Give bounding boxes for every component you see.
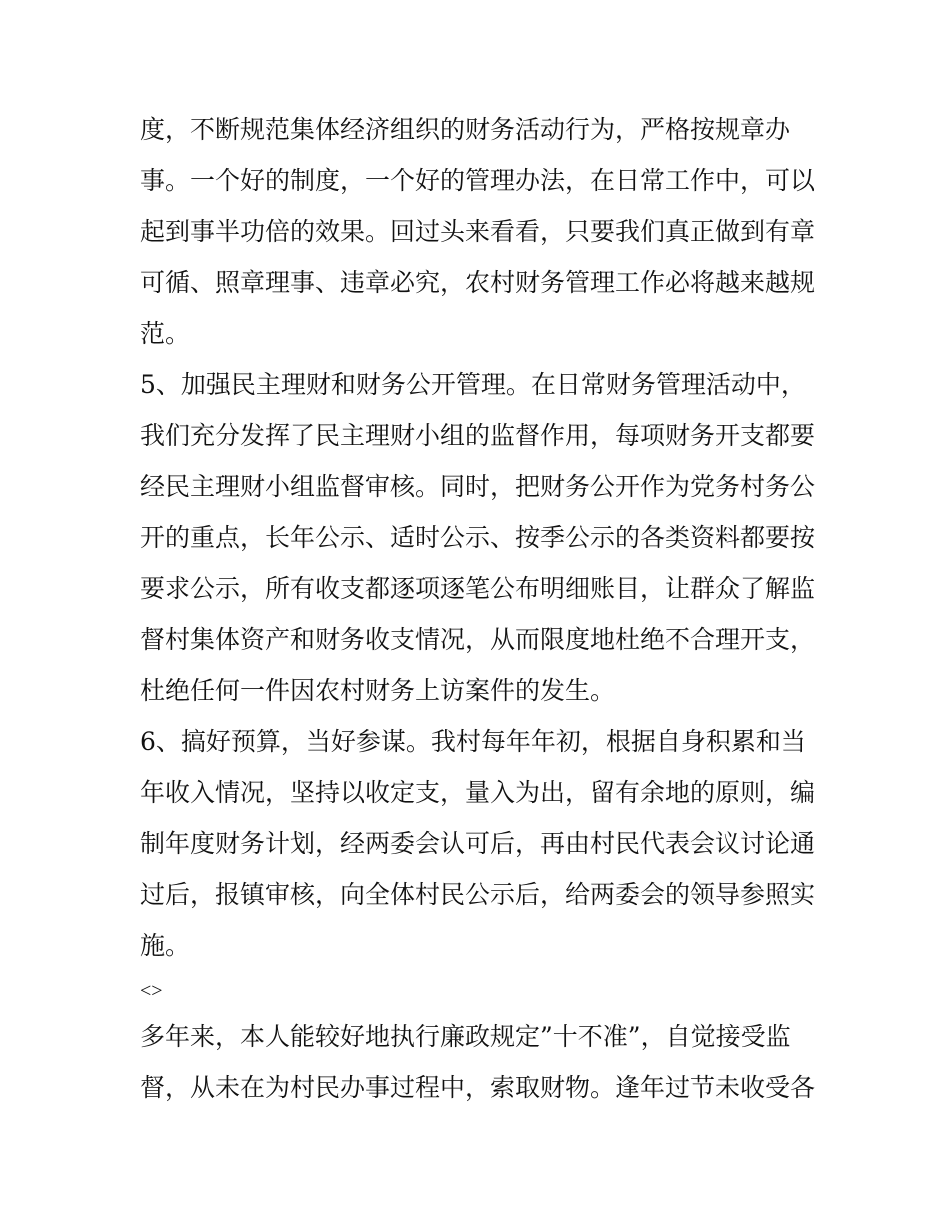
text-line-19: 多年来，本人能较好地执行廉政规定”十不准”，自觉接受监 bbox=[140, 1022, 791, 1051]
text-line-15: 制年度财务计划，经两委会认可后，再由村民代表会议讨论通 bbox=[140, 829, 816, 858]
document-body bbox=[140, 104, 820, 1113]
text-line-13: 6、搞好预算，当好参谋。我村每年年初，根据自身积累和当 bbox=[140, 727, 806, 756]
text-line-1: 度，不断规范集体经济组织的财务活动行为，严格按规章办 bbox=[140, 115, 791, 144]
text-line-6: 5、加强民主理财和财务公开管理。在日常财务管理活动中， bbox=[140, 370, 806, 399]
text-line-4: 可循、照章理事、违章必究，农村财务管理工作必将越来越规 bbox=[140, 268, 816, 297]
text-line-3: 起到事半功倍的效果。回过头来看看，只要我们真正做到有章 bbox=[140, 217, 816, 246]
text-line-7: 我们充分发挥了民主理财小组的监督作用，每项财务开支都要 bbox=[140, 421, 816, 450]
text-line-5: 范。 bbox=[140, 319, 191, 348]
text-line-8: 经民主理财小组监督审核。同时，把财务公开作为党务村务公 bbox=[140, 472, 816, 501]
text-line-12: 杜绝任何一件因农村财务上访案件的发生。 bbox=[140, 676, 616, 705]
text-line-10: 要求公示，所有收支都逐项逐笔公布明细账目，让群众了解监 bbox=[140, 574, 816, 603]
text-line-17: 施。 bbox=[140, 931, 191, 960]
text-line-9: 开的重点，长年公示、适时公示、按季公示的各类资料都要按 bbox=[140, 523, 816, 552]
text-line-2: 事。一个好的制度，一个好的管理办法，在日常工作中，可以 bbox=[140, 166, 816, 195]
text-line-16: 过后，报镇审核，向全体村民公示后，给两委会的领导参照实 bbox=[140, 880, 816, 909]
text-line-18: <> bbox=[140, 980, 163, 1002]
text-line-20: 督，从未在为村民办事过程中，索取财物。逢年过节未收受各 bbox=[140, 1073, 816, 1102]
text-line-11: 督村集体资产和财务收支情况，从而限度地杜绝不合理开支， bbox=[140, 625, 816, 654]
text-line-14: 年收入情况，坚持以收定支，量入为出，留有余地的原则，编 bbox=[140, 778, 816, 807]
